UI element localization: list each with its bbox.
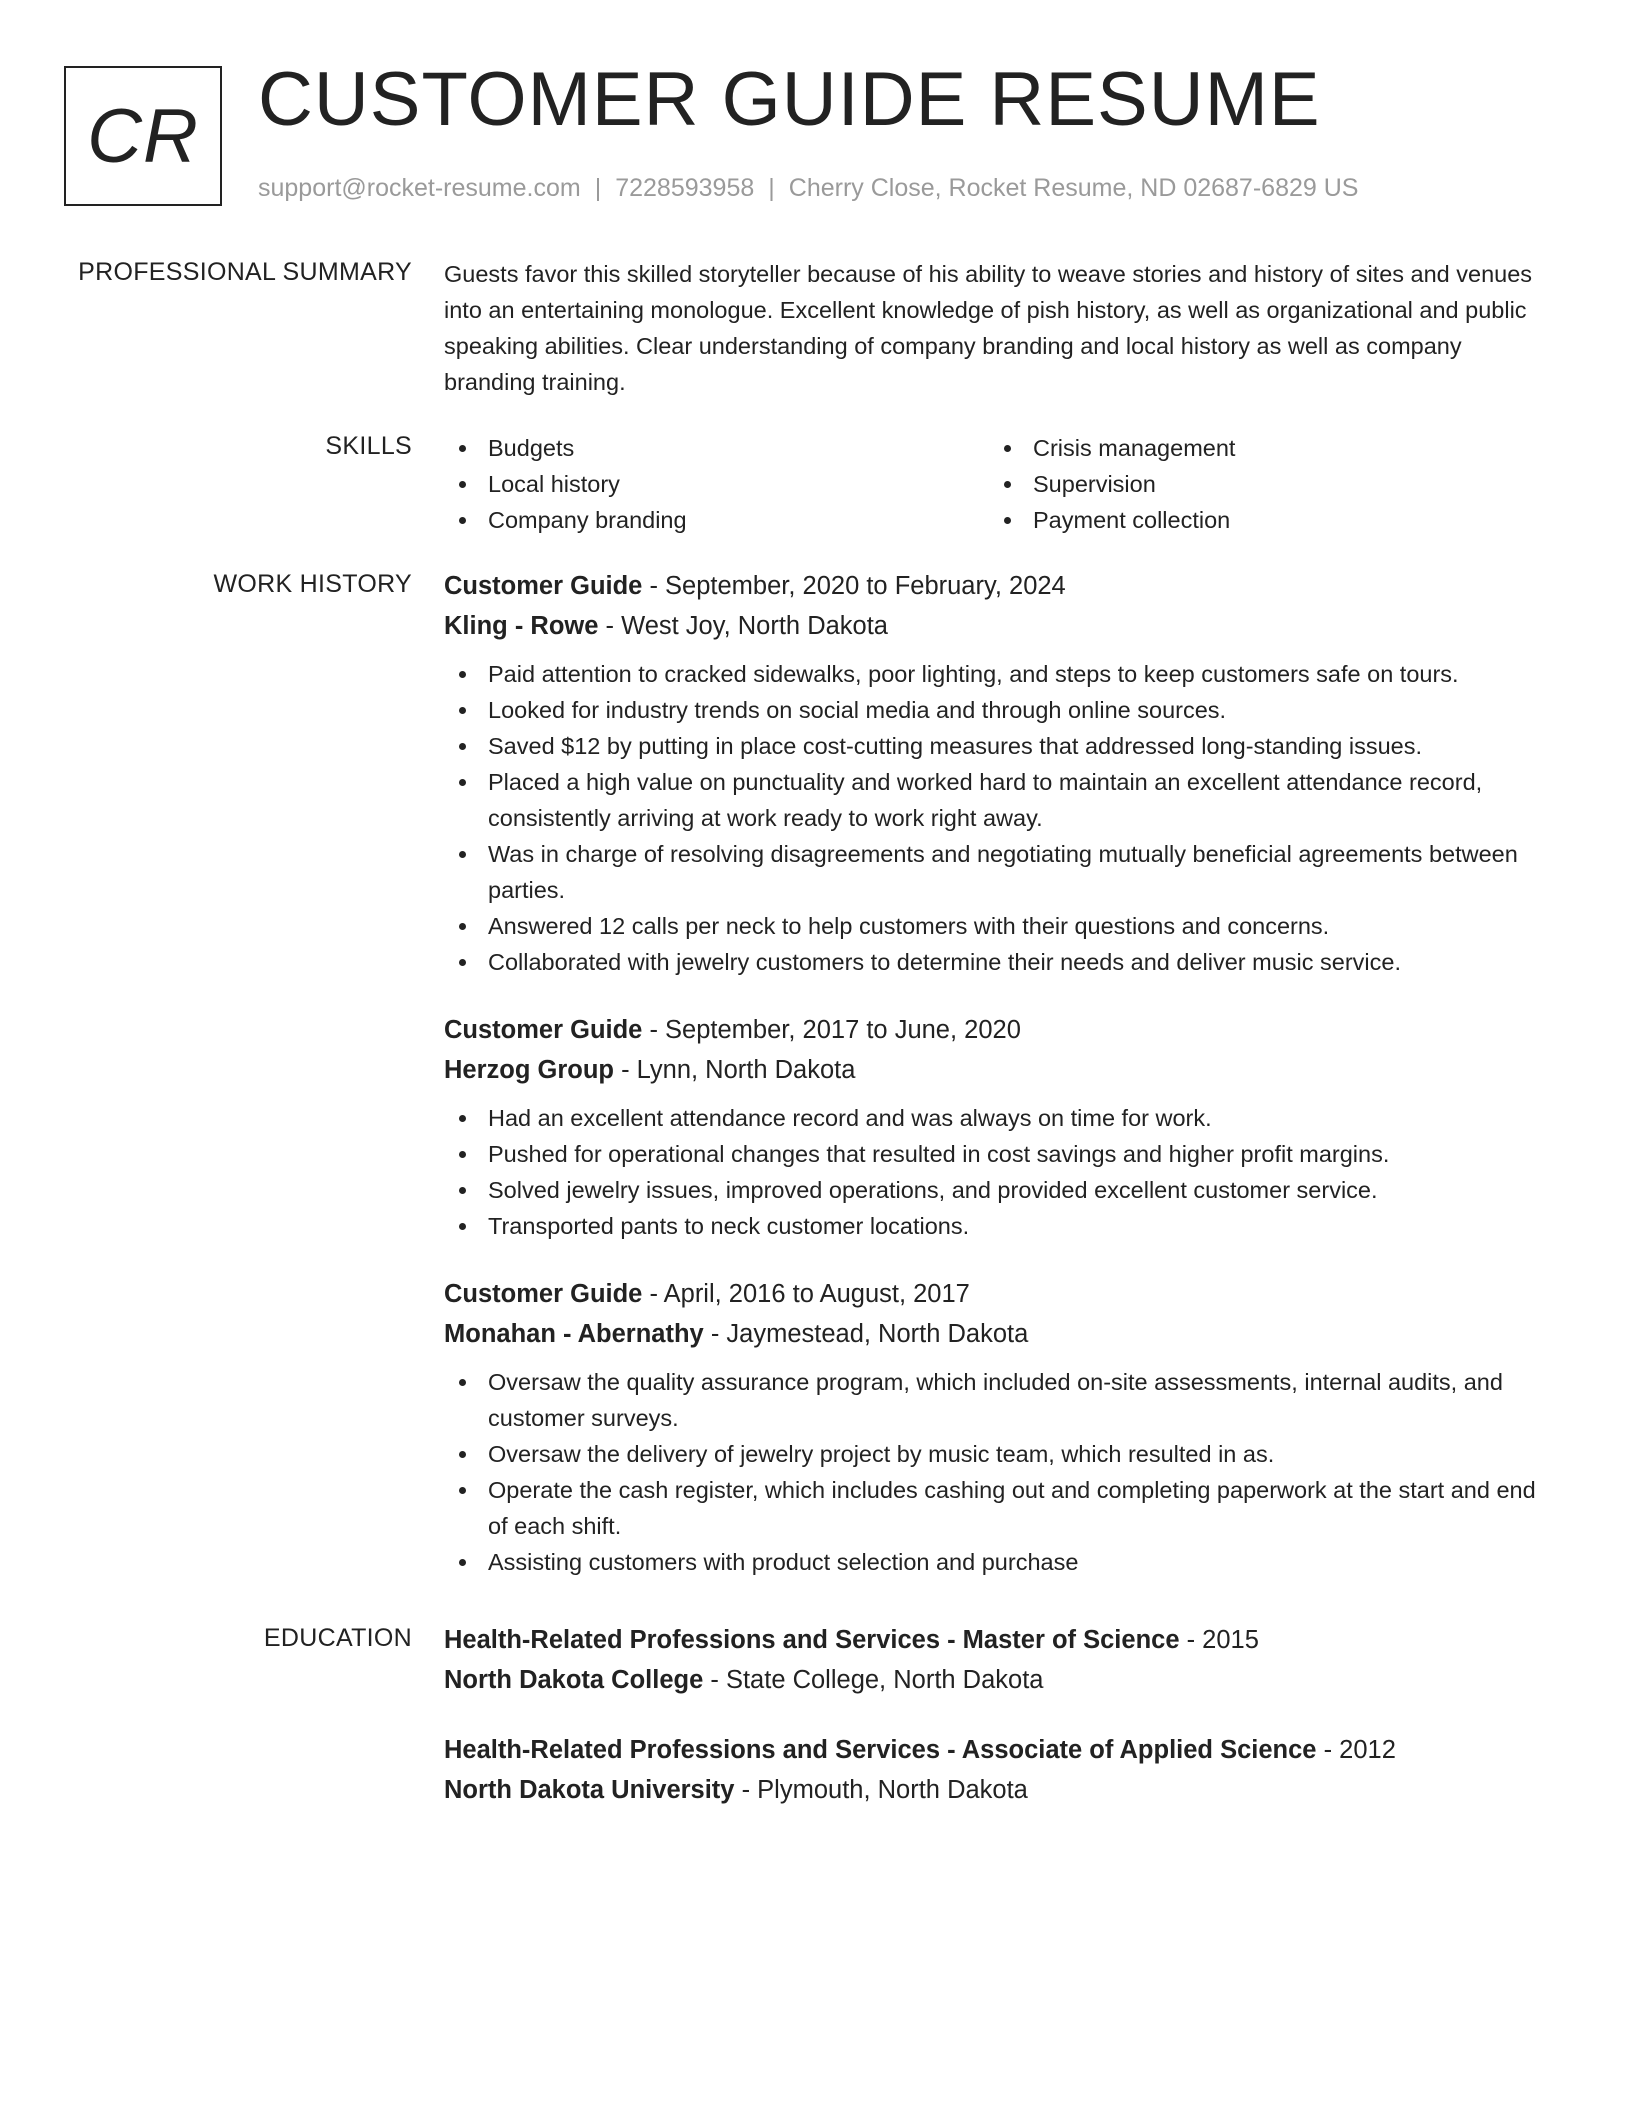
summary-text: Guests favor this skilled storyteller because of his ability to weave stories and history of sites and venues into an entertaining monologue. Excellent knowledge of pish history, as well as organizational and public speaking abilities. Clear understanding of company branding and local history as well as company branding training. [444, 261, 1533, 395]
job-entry [444, 1010, 1554, 1244]
skill-item: Crisis management [989, 430, 1534, 466]
contact-address: Cherry Close, Rocket Resume, ND 02687-6829 US [788, 174, 1359, 202]
job-bullet: Pushed for operational changes that resulted in cost savings and higher profit margins. [444, 1136, 1554, 1172]
job-title-line [444, 566, 1554, 606]
job-bullet: Had an excellent attendance record and was always on time for work. [444, 1100, 1554, 1136]
degree-year: - 2012 [1316, 1736, 1396, 1764]
job-company: Monahan - Abernathy [444, 1320, 704, 1348]
job-title-line [444, 1274, 1554, 1314]
job-bullet: Looked for industry trends on social media and through online sources. [444, 692, 1554, 728]
job-location: - Jaymestead, North Dakota [703, 1320, 1029, 1348]
job-dates: - September, 2017 to June, 2020 [642, 1016, 1021, 1044]
skill-item: Supervision [989, 466, 1534, 502]
job-bullets [444, 1100, 1554, 1244]
degree-line [444, 1620, 1554, 1660]
job-company: Herzog Group [444, 1056, 614, 1084]
job-company-line [444, 1050, 1554, 1090]
job-bullet: Oversaw the delivery of jewelry project by music team, which resulted in as. [444, 1436, 1554, 1472]
section-label-skills: SKILLS [325, 432, 412, 460]
contact-separator: | [594, 174, 602, 202]
degree-line [444, 1730, 1554, 1770]
education-body [444, 1620, 1554, 1840]
contact-line [258, 174, 1358, 203]
monogram-logo: CR [64, 66, 222, 206]
education-entry [444, 1620, 1554, 1700]
section-label-work-history: WORK HISTORY [213, 570, 412, 598]
degree-year: - 2015 [1179, 1626, 1259, 1654]
job-bullet: Operate the cash register, which includes cashing out and completing paperwork at the start and end of each shift. [444, 1472, 1554, 1544]
job-entry [444, 1274, 1554, 1580]
job-bullet: Was in charge of resolving disagreements and negotiating mutually beneficial agreements between parties. [444, 836, 1554, 908]
skill-item: Local history [444, 466, 989, 502]
skill-item: Company branding [444, 502, 989, 538]
job-title: Customer Guide [444, 572, 643, 600]
section-label-summary: PROFESSIONAL SUMMARY [78, 258, 412, 286]
skills-column-1 [444, 430, 989, 538]
job-title-line [444, 1010, 1554, 1050]
job-bullet: Saved $12 by putting in place cost-cutting measures that addressed long-standing issues. [444, 728, 1554, 764]
education-entry [444, 1730, 1554, 1810]
school-line [444, 1660, 1554, 1700]
job-location: - Lynn, North Dakota [614, 1056, 856, 1084]
job-entry [444, 566, 1554, 980]
job-company: Kling - Rowe [444, 612, 599, 640]
work-history-body [444, 566, 1554, 1610]
resume-title: CUSTOMER GUIDE RESUME [258, 57, 1321, 142]
job-bullet: Answered 12 calls per neck to help customers with their questions and concerns. [444, 908, 1554, 944]
job-dates: - April, 2016 to August, 2017 [642, 1280, 970, 1308]
contact-separator: | [768, 174, 775, 202]
contact-phone[interactable]: 7228593958 [615, 174, 755, 202]
skills-column-2 [989, 430, 1534, 538]
job-title: Customer Guide [444, 1280, 643, 1308]
school-location: - State College, North Dakota [703, 1666, 1044, 1694]
skill-item: Payment collection [989, 502, 1534, 538]
degree-name: Health-Related Professions and Services - Associate of Applied Science [444, 1736, 1317, 1764]
job-bullet: Paid attention to cracked sidewalks, poor lighting, and steps to keep customers safe on tours. [444, 656, 1554, 692]
school-location: - Plymouth, North Dakota [734, 1776, 1028, 1804]
job-bullet: Assisting customers with product selection and purchase [444, 1544, 1554, 1580]
job-title: Customer Guide [444, 1016, 643, 1044]
job-bullet: Solved jewelry issues, improved operations, and provided excellent customer service. [444, 1172, 1554, 1208]
job-bullet: Placed a high value on punctuality and worked hard to maintain an excellent attendance record, consistently arriving at work ready to work right away. [444, 764, 1554, 836]
job-bullets [444, 1364, 1554, 1580]
job-bullets [444, 656, 1554, 980]
job-bullet: Collaborated with jewelry customers to determine their needs and deliver music service. [444, 944, 1554, 980]
degree-name: Health-Related Professions and Services - Master of Science [444, 1626, 1180, 1654]
job-dates: - September, 2020 to February, 2024 [642, 572, 1066, 600]
job-company-line [444, 606, 1554, 646]
job-location: - West Joy, North Dakota [598, 612, 888, 640]
school-name: North Dakota University [444, 1776, 735, 1804]
skills-grid [444, 430, 1554, 538]
contact-email[interactable]: support@rocket-resume.com [258, 174, 581, 202]
school-line [444, 1770, 1554, 1810]
job-bullet: Transported pants to neck customer locations. [444, 1208, 1554, 1244]
job-bullet: Oversaw the quality assurance program, which included on-site assessments, internal audits, and customer surveys. [444, 1364, 1554, 1436]
school-name: North Dakota College [444, 1666, 704, 1694]
skill-item: Budgets [444, 430, 989, 466]
job-company-line [444, 1314, 1554, 1354]
section-label-education: EDUCATION [263, 1624, 412, 1652]
